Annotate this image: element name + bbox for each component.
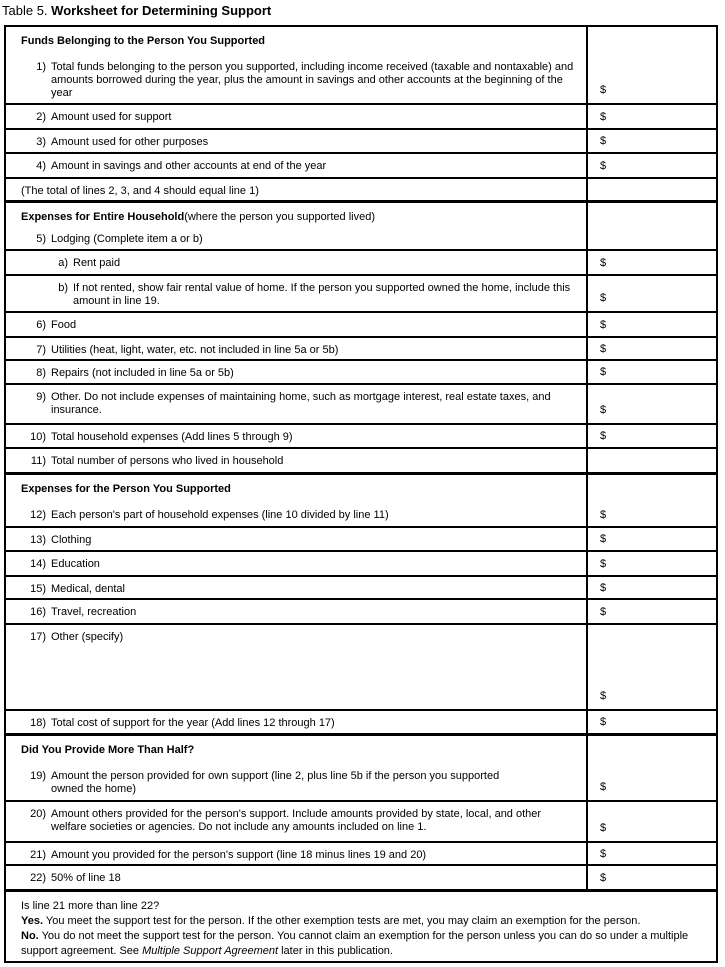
dollar-sign: $ [600, 292, 607, 304]
note-text: (The total of lines 2, 3, and 4 should equal line 1) [21, 185, 259, 197]
line-number: 15) [30, 583, 46, 595]
amount-entry-cell [586, 625, 716, 709]
footer-reference-italic: Multiple Support Agreement [142, 945, 279, 957]
amount-entry-cell [586, 230, 716, 249]
footer-no-label: No. [21, 930, 39, 942]
dollar-sign: $ [600, 716, 607, 728]
worksheet-row-line12 [6, 503, 716, 528]
amount-entry-cell [586, 475, 716, 503]
amount-entry-cell [586, 179, 716, 200]
worksheet-row-line10 [6, 425, 716, 449]
footer-no-result [21, 929, 706, 959]
row-label-cell [6, 230, 586, 249]
row-label-cell [6, 764, 586, 800]
amount-entry-cell [586, 385, 716, 423]
line-label: Education [51, 558, 100, 570]
line-number: a) [58, 257, 68, 269]
row-label-cell [6, 276, 586, 311]
row-label-cell [6, 736, 586, 764]
row-label-cell [6, 313, 586, 336]
dollar-sign: $ [600, 690, 607, 702]
worksheet-row-line17 [6, 625, 716, 711]
dollar-sign: $ [600, 110, 607, 123]
row-label-cell [6, 55, 586, 103]
row-label-cell [6, 27, 586, 55]
row-label-cell [6, 475, 586, 503]
line-label: Amount others provided for the person's support. Include amounts provided by state, local, and other welfare societies or agencies. Do not include any amounts included on line 1. [51, 808, 542, 833]
line-number: 21) [30, 849, 46, 861]
footer-no-text-end: later in this publication. [278, 945, 393, 957]
worksheet-row-line8 [6, 361, 716, 385]
line-number: 17) [30, 631, 46, 643]
worksheet-row-line19 [6, 764, 716, 802]
line-number: 10) [30, 431, 46, 443]
amount-entry-cell [586, 843, 716, 864]
worksheet-row-line5a [6, 251, 716, 276]
worksheet-row-line1 [6, 55, 716, 105]
amount-entry-cell [586, 130, 716, 152]
worksheet-row-line11 [6, 449, 716, 475]
dollar-sign: $ [600, 342, 607, 355]
amount-entry-cell [586, 313, 716, 336]
line-label: Rent paid [73, 257, 121, 269]
section-heading: Expenses for the Person You Supported [21, 483, 231, 495]
line-number: 2) [36, 111, 46, 123]
line-label: Other (specify) [51, 631, 124, 643]
worksheet-row-note-total [6, 179, 716, 203]
worksheet-row-sec-person [6, 475, 716, 503]
amount-entry-cell [586, 105, 716, 128]
line-label: Each person's part of household expenses (line 10 divided by line 11) [51, 509, 389, 521]
worksheet-row-sec-household [6, 203, 716, 230]
amount-entry-cell [586, 528, 716, 550]
dollar-sign: $ [600, 533, 607, 545]
amount-entry-cell [586, 361, 716, 383]
worksheet-row-line22 [6, 866, 716, 892]
table-title-main: Worksheet for Determining Support [51, 3, 272, 18]
row-label-cell [6, 130, 586, 152]
footer-yes-label: Yes. [21, 915, 44, 927]
line-label: Other. Do not include expenses of maintaining home, such as mortgage interest, real estate taxes, and insurance. [51, 391, 551, 416]
worksheet-row-line14 [6, 552, 716, 577]
row-label-cell [6, 843, 586, 864]
dollar-sign: $ [600, 581, 607, 594]
row-label-cell [6, 552, 586, 575]
section-heading: Expenses for Entire Household [21, 211, 185, 223]
dollar-sign: $ [600, 159, 607, 172]
amount-entry-cell [586, 503, 716, 526]
line-label: 50% of line 18 [51, 872, 121, 884]
line-label: Lodging (Complete item a or b) [51, 233, 203, 245]
amount-entry-cell [586, 449, 716, 472]
worksheet-row-line21 [6, 843, 716, 866]
amount-entry-cell [586, 802, 716, 841]
row-label-cell [6, 802, 586, 841]
row-label-cell [6, 711, 586, 733]
line-label: Total cost of support for the year (Add lines 12 through 17) [51, 717, 335, 729]
line-number: b) [58, 282, 68, 294]
footer-no-text: You do not meet the support test for the person. You cannot claim an exemption for the person unless you can do so under a multiple support agreement. See [21, 930, 689, 957]
worksheet-row-sec-funds [6, 27, 716, 55]
footer-yes-result [21, 914, 706, 929]
worksheet-row-sec-half [6, 736, 716, 764]
row-label-cell [6, 385, 586, 423]
line-label: Total funds belonging to the person you supported, including income received (taxable and nontaxable) and amounts borrowed during the year, plus the amount in savings and other accounts at the beginning of the year [51, 61, 574, 99]
line-label: Amount in savings and other accounts at end of the year [51, 160, 327, 172]
worksheet-row-line2 [6, 105, 716, 130]
line-label: Total number of persons who lived in household [51, 455, 284, 467]
amount-entry-cell [586, 425, 716, 447]
footer-note [6, 892, 716, 963]
line-label: Total household expenses (Add lines 5 through 9) [51, 431, 293, 443]
row-label-cell [6, 600, 586, 623]
amount-entry-cell [586, 866, 716, 889]
line-label: Amount used for other purposes [51, 136, 209, 148]
dollar-sign: $ [600, 557, 607, 570]
worksheet-row-line16 [6, 600, 716, 625]
line-number: 4) [36, 160, 46, 172]
dollar-sign: $ [600, 781, 607, 793]
amount-entry-cell [586, 276, 716, 311]
line-number: 12) [30, 509, 46, 521]
worksheet-row-line5 [6, 230, 716, 251]
footer-question: Is line 21 more than line 22? [21, 900, 160, 912]
line-number: 1) [36, 61, 46, 73]
row-label-cell [6, 179, 586, 200]
line-number: 9) [36, 391, 46, 403]
dollar-sign: $ [600, 430, 607, 442]
dollar-sign: $ [600, 84, 607, 96]
dollar-sign: $ [600, 366, 607, 378]
amount-entry-cell [586, 577, 716, 598]
amount-entry-cell [586, 55, 716, 103]
amount-entry-cell [586, 711, 716, 733]
amount-entry-cell [586, 600, 716, 623]
worksheet-row-line13 [6, 528, 716, 552]
worksheet-row-line5b [6, 276, 716, 313]
row-label-cell [6, 338, 586, 359]
row-label-cell [6, 105, 586, 128]
line-label: Amount the person provided for own support (line 2, plus line 5b if the person you supported owned the home) [51, 770, 500, 795]
line-number: 19) [30, 770, 46, 782]
row-label-cell [6, 625, 586, 709]
row-label-cell [6, 251, 586, 274]
line-number: 11) [30, 455, 46, 467]
amount-entry-cell [586, 338, 716, 359]
row-label-cell [6, 449, 586, 472]
dollar-sign: $ [600, 508, 607, 521]
line-number: 20) [30, 808, 46, 820]
table-title-prefix: Table 5. [2, 3, 48, 18]
line-number: 5) [36, 233, 46, 245]
worksheet-row-line20 [6, 802, 716, 843]
line-label: Medical, dental [51, 583, 125, 595]
row-label-cell [6, 866, 586, 889]
amount-entry-cell [586, 154, 716, 177]
line-number: 18) [30, 717, 46, 729]
amount-entry-cell [586, 764, 716, 800]
line-number: 3) [36, 136, 46, 148]
line-label: Clothing [51, 534, 92, 546]
line-number: 14) [30, 558, 46, 570]
worksheet-row-line15 [6, 577, 716, 600]
worksheet-row-line7 [6, 338, 716, 361]
line-number: 6) [36, 319, 46, 331]
line-number: 22) [30, 872, 46, 884]
amount-entry-cell [586, 552, 716, 575]
support-worksheet-table [4, 25, 718, 963]
amount-entry-cell [586, 27, 716, 55]
amount-entry-cell [586, 251, 716, 274]
table-title [2, 3, 271, 19]
line-number: 7) [36, 344, 46, 356]
line-label: If not rented, show fair rental value of home. If the person you supported owned the home, include this amount in line 19. [73, 282, 571, 307]
section-heading: Funds Belonging to the Person You Supported [21, 35, 266, 47]
row-label-cell [6, 203, 586, 230]
footer-yes-text: You meet the support test for the person. If the other exemption tests are met, you may claim an exemption for the person. [45, 915, 641, 927]
line-label: Amount you provided for the person's support (line 18 minus lines 19 and 20) [51, 849, 427, 861]
row-label-cell [6, 361, 586, 383]
dollar-sign: $ [600, 404, 607, 416]
line-number: 13) [30, 534, 46, 546]
dollar-sign: $ [600, 822, 607, 834]
worksheet-row-line6 [6, 313, 716, 338]
dollar-sign: $ [600, 605, 607, 618]
dollar-sign: $ [600, 318, 607, 331]
row-label-cell [6, 425, 586, 447]
row-label-cell [6, 154, 586, 177]
worksheet-row-line9 [6, 385, 716, 425]
section-heading-suffix: (where the person you supported lived) [184, 211, 375, 223]
worksheet-row-line4 [6, 154, 716, 179]
row-label-cell [6, 577, 586, 598]
amount-entry-cell [586, 736, 716, 764]
worksheet-row-line18 [6, 711, 716, 736]
line-label: Amount used for support [51, 111, 172, 123]
line-label: Travel, recreation [51, 606, 137, 618]
line-label: Food [51, 319, 77, 331]
dollar-sign: $ [600, 871, 607, 884]
dollar-sign: $ [600, 847, 607, 860]
dollar-sign: $ [600, 256, 607, 269]
amount-entry-cell [586, 203, 716, 230]
line-label: Utilities (heat, light, water, etc. not included in line 5a or 5b) [51, 344, 339, 356]
line-number: 16) [30, 606, 46, 618]
row-label-cell [6, 503, 586, 526]
row-label-cell [6, 528, 586, 550]
line-number: 8) [36, 367, 46, 379]
line-label: Repairs (not included in line 5a or 5b) [51, 367, 234, 379]
section-heading: Did You Provide More Than Half? [21, 744, 195, 756]
worksheet-row-line3 [6, 130, 716, 154]
dollar-sign: $ [600, 135, 607, 147]
